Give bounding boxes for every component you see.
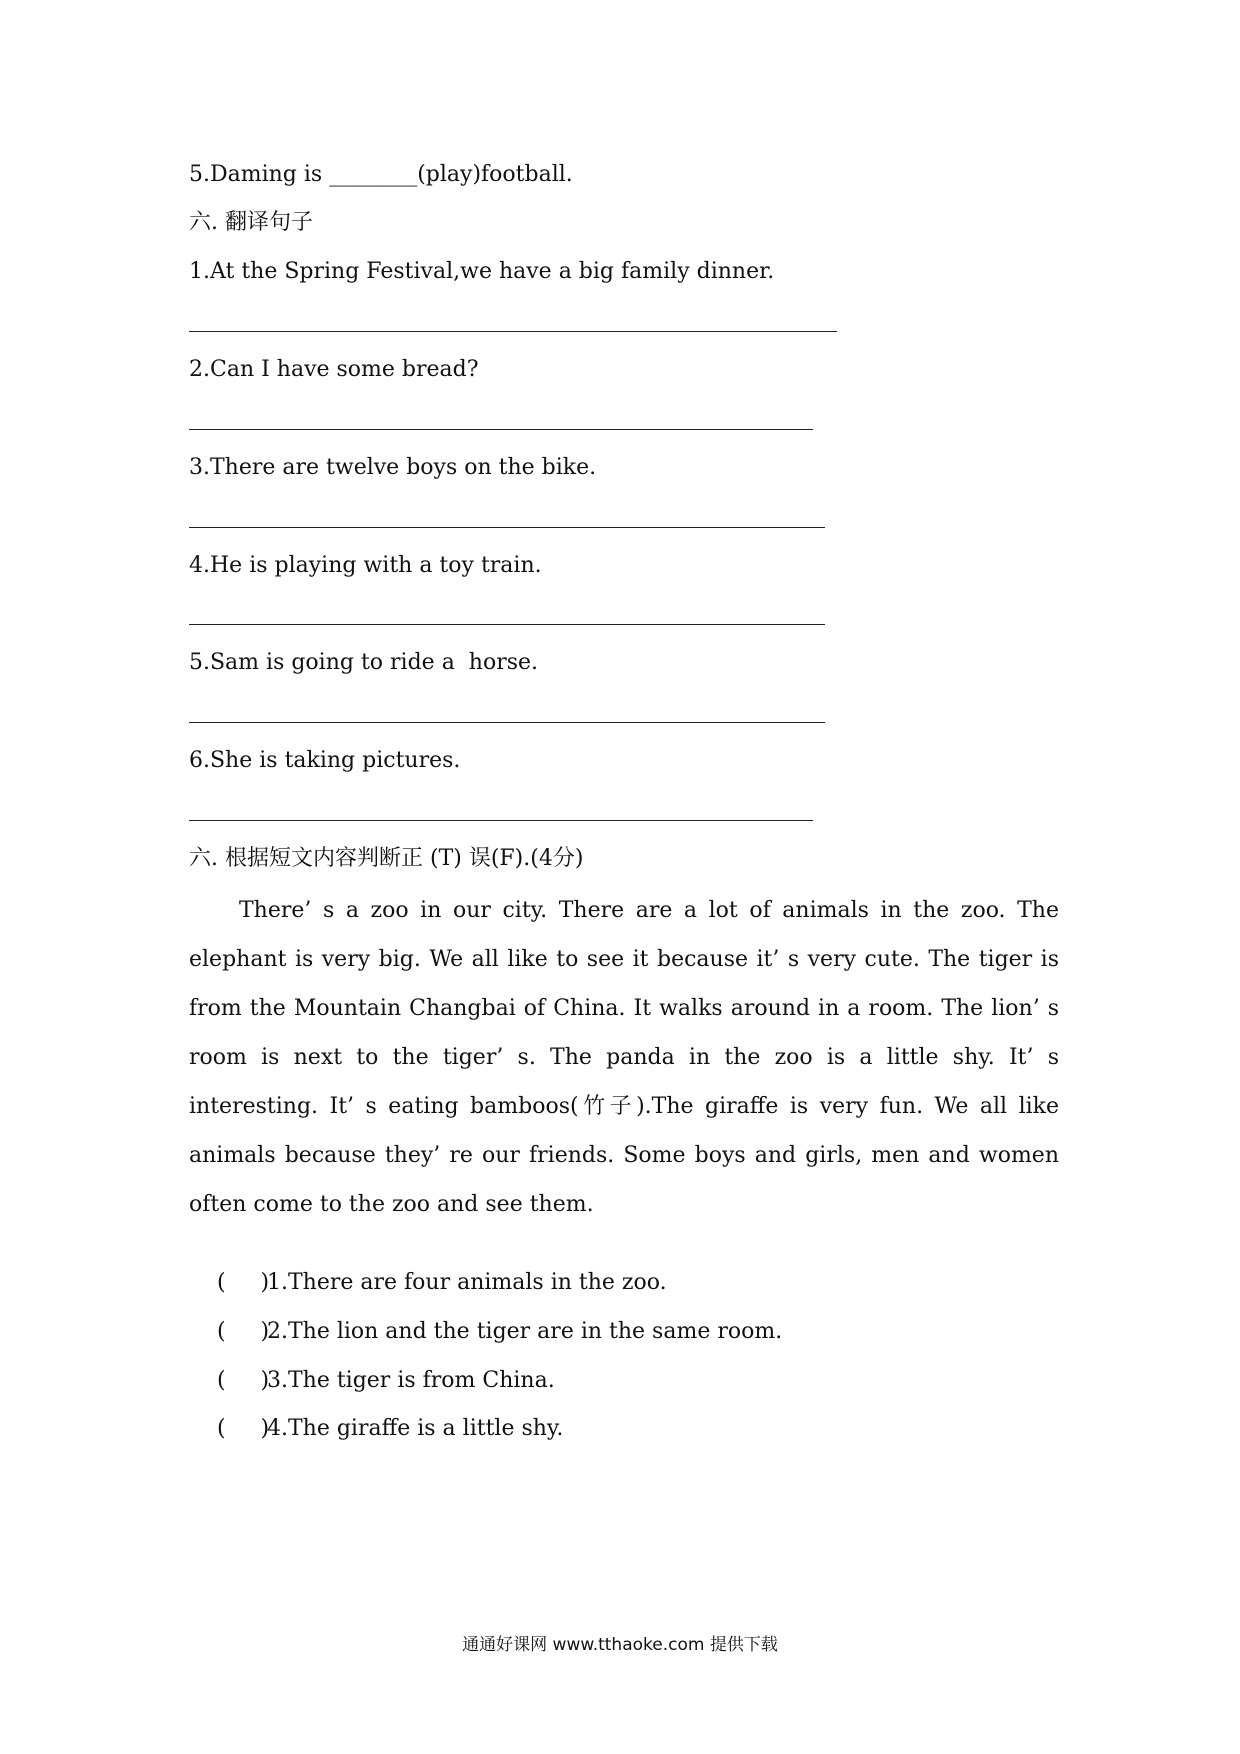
translate-item-2: 2.Can I have some bread? [189, 357, 479, 382]
tf-question-text: 2.The lion and the tiger are in the same room. [266, 1319, 783, 1344]
answer-line-2[interactable] [189, 429, 813, 430]
tf-question-4 [189, 1384, 563, 1474]
translate-item-1: 1.At the Spring Festival,we have a big family dinner. [189, 259, 775, 284]
answer-line-6[interactable] [189, 820, 813, 821]
translate-item-6: 6.She is taking pictures. [189, 748, 461, 773]
tf-question-text: 3.The tiger is from China. [266, 1368, 555, 1393]
answer-line-5[interactable] [189, 722, 825, 723]
answer-line-1[interactable] [189, 331, 837, 332]
answer-line-4[interactable] [189, 624, 825, 625]
answer-paren[interactable]: ( ) [216, 1270, 270, 1295]
tf-question-text: 1.There are four animals in the zoo. [266, 1270, 667, 1295]
tf-question-text: 4.The giraffe is a little shy. [266, 1416, 564, 1441]
fill-blank-item-5: 5.Daming is ________(play)football. [189, 162, 573, 187]
section-heading-reading: 六. 根据短文内容判断正 (T) 误(F).(4分) [189, 846, 584, 871]
answer-paren[interactable]: ( ) [216, 1368, 270, 1393]
page-footer: 通通好课网 www.tthaoke.com 提供下载 [462, 1635, 778, 1655]
translate-item-4: 4.He is playing with a toy train. [189, 553, 542, 578]
reading-passage: There’ s a zoo in our city. There are a lot of animals in the zoo. The elephant is very big. We all like to see it because it’ s very cute. The tiger is from the Mountain Changbai of China. It walks around in a room. The lion’ s room is next to the tiger’ s. The panda in the zoo is a little shy. It’ s interesting. It’ s eating bamboos(竹子).The giraffe is very fun. We all like animals because they’ re our friends. Some boys and girls, men and women often come to the zoo and see them. [189, 898, 1059, 1217]
answer-line-3[interactable] [189, 527, 825, 528]
answer-paren[interactable]: ( ) [216, 1416, 270, 1441]
section-heading-translate: 六. 翻译句子 [189, 210, 313, 235]
answer-paren[interactable]: ( ) [216, 1319, 270, 1344]
translate-item-3: 3.There are twelve boys on the bike. [189, 455, 597, 480]
translate-item-5: 5.Sam is going to ride a horse. [189, 650, 539, 675]
